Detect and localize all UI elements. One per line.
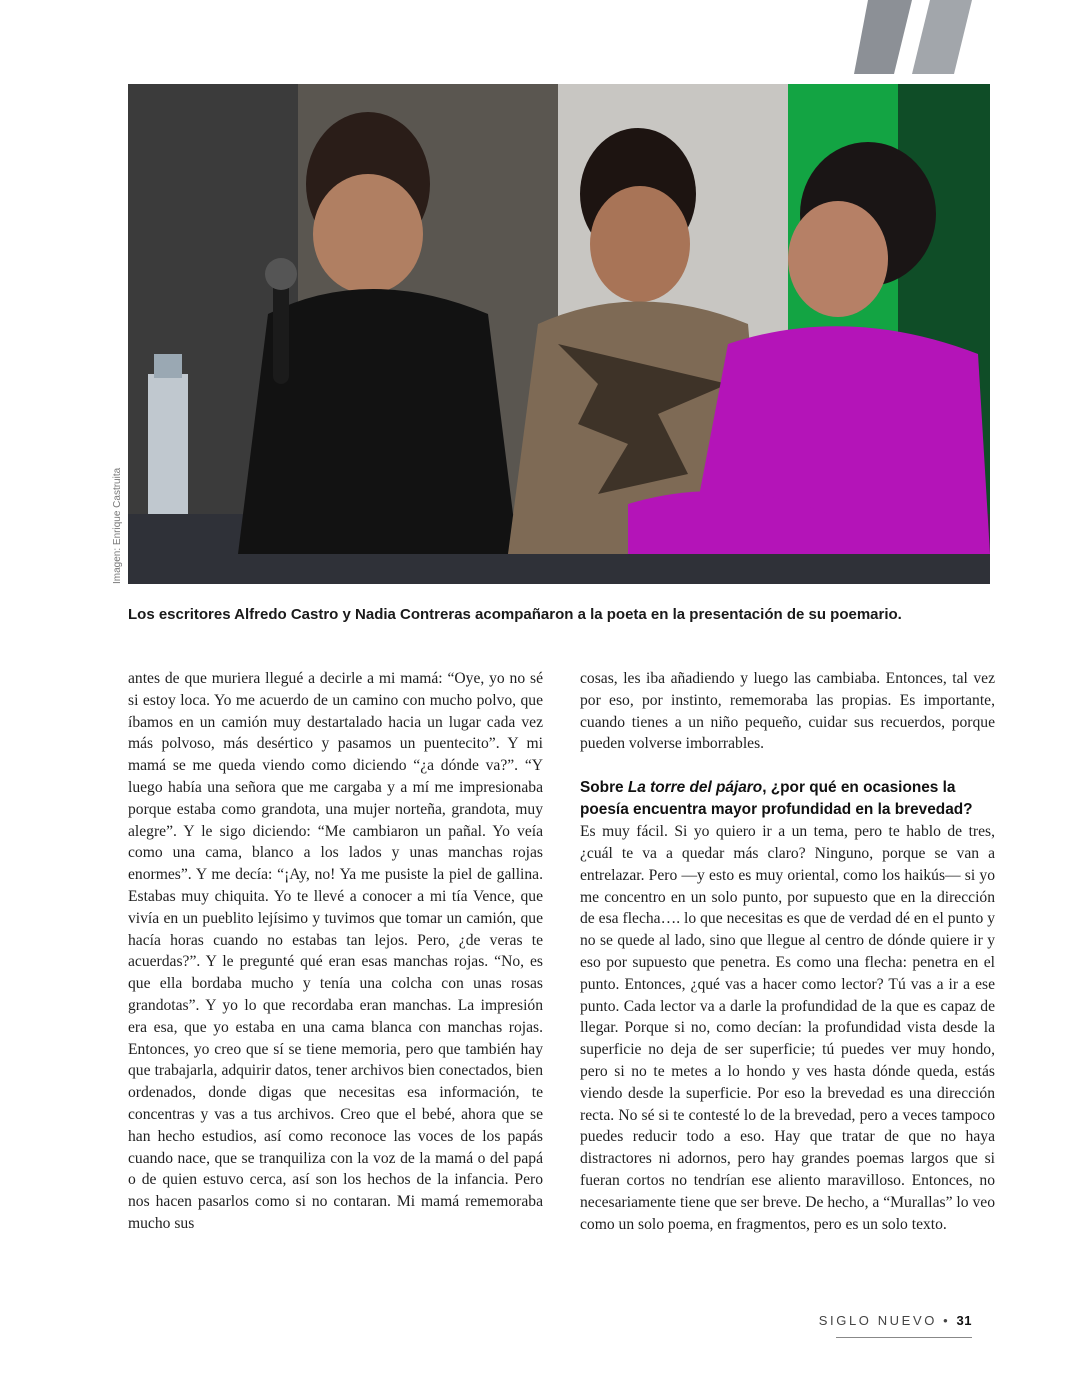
page-number: 31 <box>956 1313 972 1328</box>
article-column-left <box>128 668 543 1235</box>
magazine-name: SIGLO NUEVO <box>818 1313 937 1328</box>
page-footer <box>819 1313 972 1328</box>
footer-rule <box>836 1337 972 1338</box>
photo-caption: Los escritores Alfredo Castro y Nadia Contreras acompañaron a la poeta en la presentación de su poemario. <box>128 606 902 623</box>
event-photo <box>128 84 990 584</box>
interview-answer: Es muy fácil. Si yo quiero ir a un tema, pero te hablo de tres, ¿cuál te va a quedar más claro? Ninguno, porque se van a entrelazar. Pero —y esto es muy oriental, como los haikús— si yo me concentro en un solo punto, por supuesto que en la dirección de esa flecha…. lo que necesitas es que de verdad dé en el punto y no se quede al lado, sino que llegue al centro de dónde quiere ir y eso por supuesto que penetra. Es como una flecha: penetra en el punto. Entonces, ¿qué vas a hacer como lector? Tú vas a ir a ese punto. Cada lector va a darle la profundidad de la que es capaz de llegar. Porque si no, como decían: la profundidad vista desde la superficie no deja de ser superficie; tú puedes ver muy hondo, pero si no te metes a lo hondo y ves hasta dónde queda, estás viendo desde la superficie. Por eso la brevedad es una dirección recta. No sé si te contesté lo de la brevedad, pero a veces tampoco puedes reducir todo a eso. Hay que tratar de que no haya distractores ni adornos, pero hay grandes poemas largos que si fueran cortos no tendrían ese aliento maravilloso. Entonces, no necesariamente tiene que ser breve. De hecho, a “Murallas” lo veo como un solo poema, en fragmentos, pero es un solo texto. <box>580 823 995 1233</box>
book-title: La torre del pájaro <box>627 779 763 797</box>
body-paragraph: cosas, les iba añadiendo y luego las cambiaba. Entonces, tal vez por eso, por instinto, rememoraba las propias. Es importante, cuando tienes a un niño pequeño, cuidar sus recuerdos, porque pueden volverse imborrables. <box>580 670 995 753</box>
photo-credit: Imagen: Enrique Castruita <box>112 467 123 584</box>
footer-separator: • <box>943 1313 951 1328</box>
interview-question <box>580 777 995 821</box>
body-paragraph: antes de que muriera llegué a decirle a mi mamá: “Oye, yo no sé si estoy loca. Yo me acuerdo de un camino con mucho polvo, que íbamos en un camión muy destartalado hacia un lugar cada vez más polvoso, más desértico y pasamos un puentecito”. Y mi mamá se me queda viendo como diciendo “¿a dónde va?”. “Y luego había una señora que me cargaba y a mí me impresionaba porque estaba como grandota, una mujer norteña, grandota, muy alegre”. Y le sigo diciendo: “Me cambiaron un pañal. Yo veía como una cama, blanco a los lados y unas manchas rojas enormes”. Y me decía: “¡Ay, no! Ya me pusiste la piel de gallina. Estabas muy chiquita. Yo te llevé a conocer a mi tía Vence, que vivía en un pueblito lejísimo y tuvimos que tomar un camión, que hacía horas cuando no estabas tan lejos. Pero, ¿de veras te acuerdas?”. Y le pregunté qué eran esas manchas rojas. “No, es que ella bordaba mucho y tenía una colcha con unas rosas grandotas”. Y yo lo que recordaba eran manchas. La impresión era esa, que yo estaba en una cama blanca con manchas rojas. Entonces, yo creo que sí se tiene memoria, pero que también hay que trabajarla, adquirir datos, tener archivos bien conectados, bien ordenados, donde digas que necesitas esa información, te concentras y vas a tus archivos. Creo que el bebé, ahora que se han hecho estudios, así como reconoce las voces de los papás cuando nace, que se tranquiliza con la voz de la mamá o del papá o de quien estuvo cerca, así son los hechos de la infancia. Pero nos hacen pasarlos como si no contaran. Mi mamá rememoraba mucho sus <box>128 670 543 1232</box>
decorative-quote-mark-icon <box>850 0 980 80</box>
article-column-right <box>580 668 995 1235</box>
question-prefix: Sobre <box>580 779 628 797</box>
question-text: , ¿por qué en ocasiones la poesía encuentra mayor profundidad en la brevedad? <box>580 779 973 819</box>
